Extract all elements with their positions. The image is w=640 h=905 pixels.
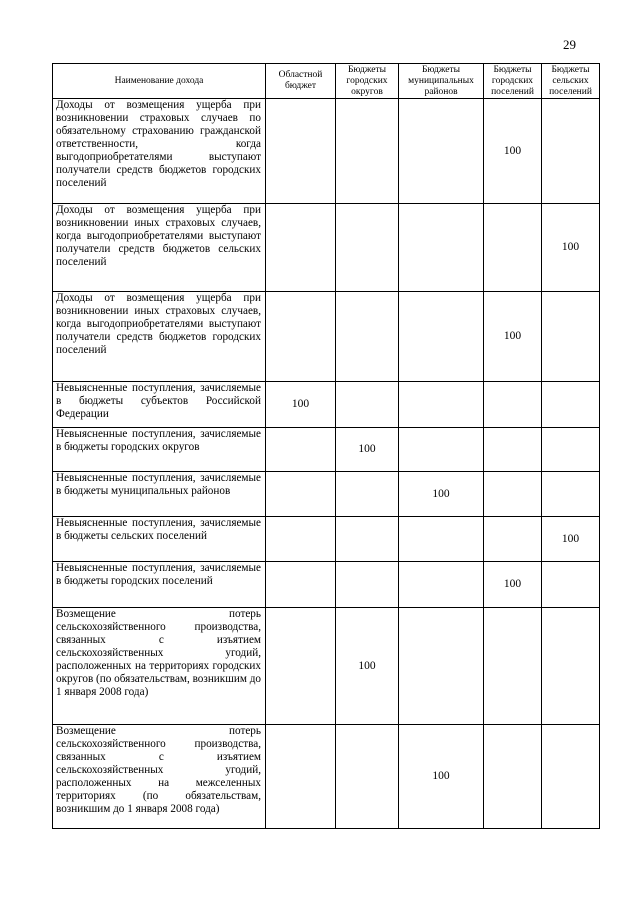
rural-settlement-cell: 100: [542, 517, 600, 562]
urban-settlement-cell: 100: [484, 562, 542, 608]
city-district-cell: [336, 292, 399, 382]
table-header-row: [53, 64, 600, 99]
revenue-name-cell: Доходы от возмещения ущерба при возникновении иных страховых случаев, когда выгодоприобретателями выступают получатели средств бюджетов сельских поселений: [53, 204, 266, 292]
city-district-cell: 100: [336, 608, 399, 725]
urban-settlement-cell: [484, 608, 542, 725]
rural-settlement-cell: [542, 99, 600, 204]
rural-settlement-cell: [542, 562, 600, 608]
city-district-cell: [336, 562, 399, 608]
rural-settlement-cell: [542, 472, 600, 517]
table-row: [53, 608, 600, 725]
regional-budget-cell: [266, 472, 336, 517]
page-number: 29: [563, 37, 576, 52]
city-district-cell: [336, 517, 399, 562]
revenue-name-cell: Невыясненные поступления, зачисляемые в бюджеты субъектов Российской Федерации: [53, 382, 266, 428]
header-municipal-district-budgets: Бюджеты муниципальных районов: [399, 64, 484, 99]
regional-budget-cell: [266, 608, 336, 725]
revenue-name-cell: Невыясненные поступления, зачисляемые в бюджеты городских поселений: [53, 562, 266, 608]
regional-budget-cell: [266, 204, 336, 292]
municipal-district-cell: 100: [399, 472, 484, 517]
municipal-district-cell: [399, 204, 484, 292]
urban-settlement-cell: 100: [484, 292, 542, 382]
municipal-district-cell: [399, 292, 484, 382]
table-row: [53, 99, 600, 204]
header-urban-settlement-budgets: Бюджеты городских поселений: [484, 64, 542, 99]
header-regional-budget: Областной бюджет: [266, 64, 336, 99]
table-row: [53, 382, 600, 428]
municipal-district-cell: [399, 562, 484, 608]
table-row: [53, 472, 600, 517]
urban-settlement-cell: [484, 204, 542, 292]
revenue-name-cell: Невыясненные поступления, зачисляемые в бюджеты городских округов: [53, 428, 266, 472]
rural-settlement-cell: [542, 725, 600, 829]
municipal-district-cell: [399, 608, 484, 725]
municipal-district-cell: [399, 382, 484, 428]
city-district-cell: [336, 725, 399, 829]
city-district-cell: [336, 99, 399, 204]
regional-budget-cell: [266, 725, 336, 829]
urban-settlement-cell: [484, 382, 542, 428]
urban-settlement-cell: [484, 725, 542, 829]
regional-budget-cell: [266, 292, 336, 382]
table-row: [53, 428, 600, 472]
city-district-cell: [336, 472, 399, 517]
table-row: [53, 562, 600, 608]
city-district-cell: 100: [336, 428, 399, 472]
revenue-name-cell: Возмещение потерь сельскохозяйственного производства, связанных с изъятием сельскохозяйственных угодий, расположенных на межселенных территориях (по обязательствам, возникшим до 1 января 2008 года): [53, 725, 266, 829]
revenue-name-cell: Доходы от возмещения ущерба при возникновении страховых случаев по обязательному страхованию гражданской ответственности, когда выгодоприобретателями выступают получатели средств бюджетов городских поселений: [53, 99, 266, 204]
urban-settlement-cell: [484, 517, 542, 562]
regional-budget-cell: [266, 99, 336, 204]
rural-settlement-cell: [542, 382, 600, 428]
municipal-district-cell: [399, 428, 484, 472]
revenue-name-cell: Невыясненные поступления, зачисляемые в бюджеты сельских поселений: [53, 517, 266, 562]
rural-settlement-cell: [542, 292, 600, 382]
urban-settlement-cell: [484, 428, 542, 472]
revenue-distribution-table: [52, 63, 600, 829]
city-district-cell: [336, 204, 399, 292]
table-row: [53, 204, 600, 292]
municipal-district-cell: 100: [399, 725, 484, 829]
revenue-name-cell: Невыясненные поступления, зачисляемые в бюджеты муниципальных районов: [53, 472, 266, 517]
revenue-name-cell: Возмещение потерь сельскохозяйственного производства, связанных с изъятием сельскохозяйственных угодий, расположенных на территориях городских округов (по обязательствам, возникшим до 1 января 2008 года): [53, 608, 266, 725]
regional-budget-cell: [266, 428, 336, 472]
header-city-district-budgets: Бюджеты городских округов: [336, 64, 399, 99]
header-rural-settlement-budgets: Бюджеты сельских поселений: [542, 64, 600, 99]
rural-settlement-cell: 100: [542, 204, 600, 292]
header-revenue-name: Наименование дохода: [53, 64, 266, 99]
rural-settlement-cell: [542, 428, 600, 472]
urban-settlement-cell: [484, 472, 542, 517]
municipal-district-cell: [399, 99, 484, 204]
regional-budget-cell: 100: [266, 382, 336, 428]
table-row: [53, 725, 600, 829]
rural-settlement-cell: [542, 608, 600, 725]
table-row: [53, 292, 600, 382]
revenue-name-cell: Доходы от возмещения ущерба при возникновении иных страховых случаев, когда выгодоприобретателями выступают получатели средств бюджетов городских поселений: [53, 292, 266, 382]
urban-settlement-cell: 100: [484, 99, 542, 204]
municipal-district-cell: [399, 517, 484, 562]
table-row: [53, 517, 600, 562]
regional-budget-cell: [266, 562, 336, 608]
city-district-cell: [336, 382, 399, 428]
regional-budget-cell: [266, 517, 336, 562]
